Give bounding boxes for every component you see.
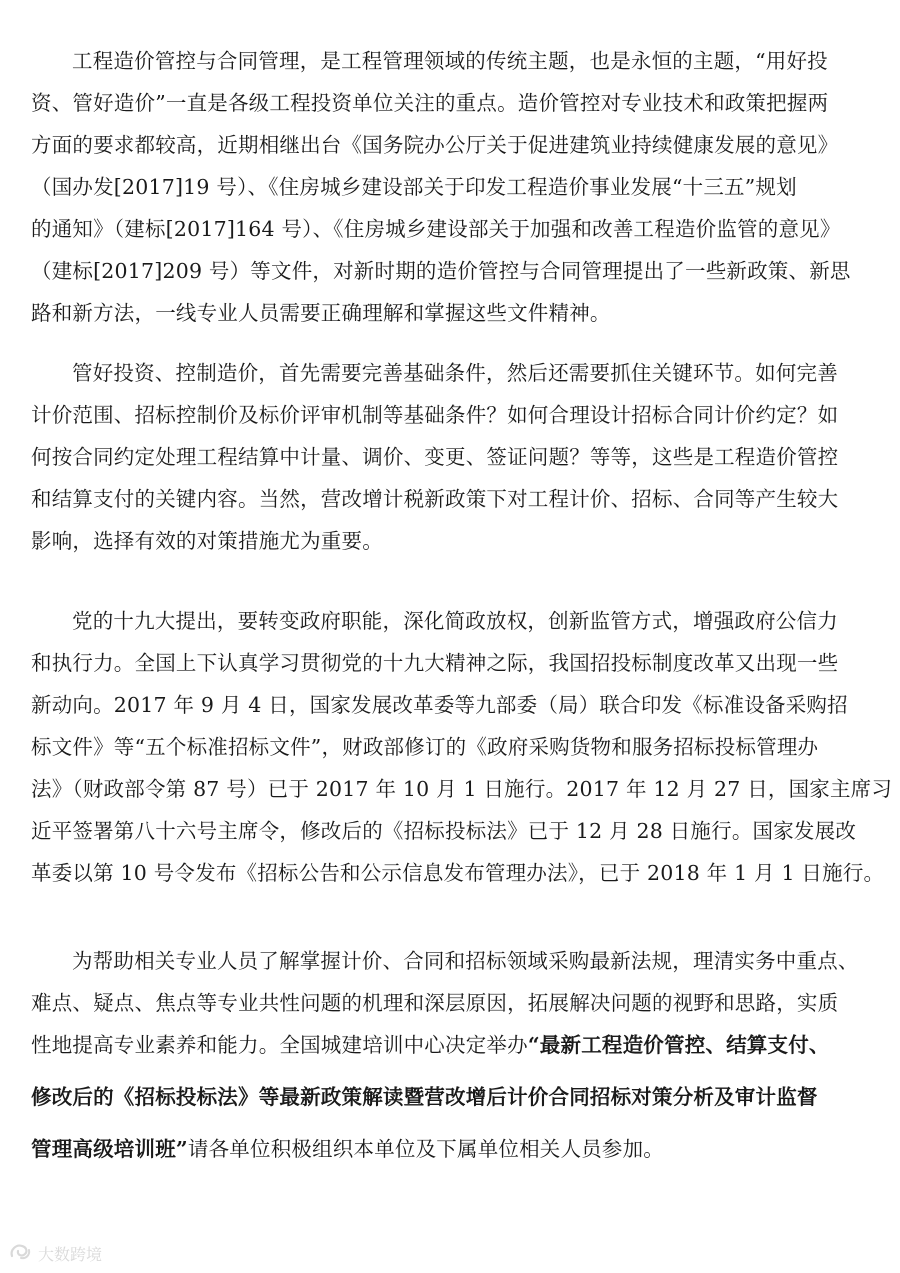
line-text: （建标[2017]209 号）等文件，对新时期的造价管控与合同管理提出了一些新政策、新思 bbox=[31, 259, 851, 283]
line-text: 性地提高专业素养和能力。全国城建培训中心决定举办 bbox=[31, 1033, 528, 1057]
text-line bbox=[31, 208, 841, 250]
line-text-bold: 管理高级培训班” bbox=[31, 1137, 188, 1161]
line-text: 革委以第 10 号令发布《招标公告和公示信息发布管理办法》，已于 2018 年 1 月 1 日施行。 bbox=[31, 861, 885, 885]
line-text: 标文件》等“五个标准招标文件”，财政部修订的《政府采购货物和服务招标投标管理办 bbox=[31, 735, 819, 759]
line-text: 资、管好造价”一直是各级工程投资单位关注的重点。造价管控对专业技术和政策把握两 bbox=[31, 91, 829, 115]
text-line bbox=[31, 166, 797, 208]
watermark bbox=[8, 1240, 102, 1266]
text-line bbox=[72, 600, 838, 642]
line-text-bold: 修改后的《招标投标法》等最新政策解读暨营改增后计价合同招标对策分析及审计监督 bbox=[31, 1085, 818, 1109]
line-text: 的通知》（建标[2017]164 号）、《住房城乡建设部关于加强和改善工程造价监管的意见》 bbox=[31, 217, 841, 241]
text-line bbox=[31, 1024, 830, 1066]
line-text: 和结算支付的关键内容。当然，营改增计税新政策下对工程计价、招标、合同等产生较大 bbox=[31, 487, 839, 511]
line-text: 何按合同约定处理工程结算中计量、调价、变更、签证问题？等等，这些是工程造价管控 bbox=[31, 445, 839, 469]
text-line bbox=[31, 478, 838, 520]
text-line bbox=[31, 292, 611, 334]
text-line bbox=[31, 810, 856, 852]
text-line bbox=[72, 40, 828, 82]
text-line bbox=[31, 684, 848, 726]
text-line bbox=[31, 82, 828, 124]
text-line bbox=[31, 436, 838, 478]
text-line bbox=[31, 852, 884, 894]
logo-swirl-icon bbox=[8, 1240, 32, 1266]
text-line bbox=[31, 520, 383, 562]
text-line bbox=[31, 250, 851, 292]
line-text: （国办发[2017]19 号）、《住房城乡建设部关于印发工程造价事业发展“十三五”规划 bbox=[31, 175, 797, 199]
line-text: 管好投资、控制造价，首先需要完善基础条件，然后还需要抓住关键环节。如何完善 bbox=[72, 361, 838, 385]
line-text: 近平签署第八十六号主席令，修改后的《招标投标法》已于 12 月 28 日施行。国家发展改 bbox=[31, 819, 857, 843]
line-text: 方面的要求都较高，近期相继出台《国务院办公厅关于促进建筑业持续健康发展的意见》 bbox=[31, 133, 839, 157]
line-text: 党的十九大提出，要转变政府职能，深化简政放权，创新监管方式，增强政府公信力 bbox=[72, 609, 838, 633]
text-line bbox=[72, 352, 838, 394]
text-line bbox=[31, 1076, 818, 1118]
line-text: 为帮助相关专业人员了解掌握计价、合同和招标领域采购最新法规，理清实务中重点、 bbox=[72, 949, 859, 973]
line-text: 路和新方法，一线专业人员需要正确理解和掌握这些文件精神。 bbox=[31, 301, 611, 325]
text-line bbox=[31, 982, 838, 1024]
line-text-bold: “最新工程造价管控、结算支付、 bbox=[527, 1033, 830, 1057]
text-line bbox=[31, 726, 818, 768]
text-line bbox=[31, 642, 838, 684]
text-line bbox=[31, 394, 838, 436]
line-text: 工程造价管控与合同管理，是工程管理领域的传统主题，也是永恒的主题，“用好投 bbox=[72, 49, 828, 73]
line-text: 请各单位积极组织本单位及下属单位相关人员参加。 bbox=[187, 1137, 665, 1161]
line-text: 影响，选择有效的对策措施尤为重要。 bbox=[31, 529, 383, 553]
line-text: 计价范围、招标控制价及标价评审机制等基础条件？如何合理设计招标合同计价约定？如 bbox=[31, 403, 839, 427]
text-line bbox=[31, 124, 838, 166]
line-text: 难点、疑点、焦点等专业共性问题的机理和深层原因，拓展解决问题的视野和思路，实质 bbox=[31, 991, 839, 1015]
line-text: 法》（财政部令第 87 号）已于 2017 年 10 月 1 日施行。2017 年 12 月 27 日，国家主席习 bbox=[31, 777, 893, 801]
text-line bbox=[72, 940, 859, 982]
text-line bbox=[31, 768, 892, 810]
line-text: 和执行力。全国上下认真学习贯彻党的十九大精神之际，我国招投标制度改革又出现一些 bbox=[31, 651, 839, 675]
line-text: 新动向。2017 年 9 月 4 日，国家发展改革委等九部委（局）联合印发《标准设备采购招 bbox=[31, 693, 848, 717]
watermark-text: 大数跨境 bbox=[38, 1244, 103, 1264]
text-line bbox=[31, 1128, 664, 1170]
